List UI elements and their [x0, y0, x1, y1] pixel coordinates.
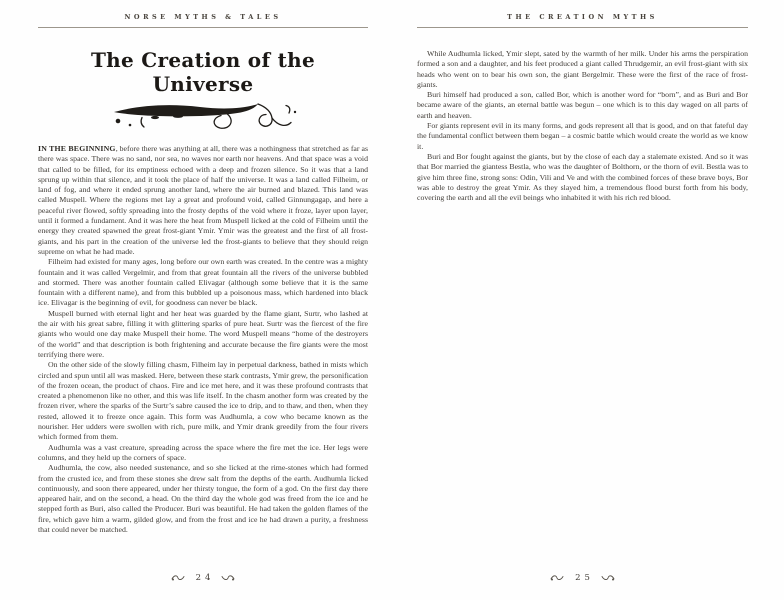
paragraph: Audhumla was a vast creature, spreading across the space where the fire met the ice. Her legs were columns, and they held up the corners of space.: [38, 442, 368, 462]
lead-in: IN THE BEGINNING: [38, 144, 116, 153]
folio-left: [38, 573, 368, 583]
ink-flourish-ornament-icon: [38, 100, 368, 136]
body-text-left: [38, 144, 368, 535]
paragraph: On the other side of the slowly filling chasm, Filheim lay in perpetual darkness, bathed in mists which circled and spun until all was masked. Here, between these stark contrasts, Ymir grew, the personification of the frozen ocean, the product of chaos. Fire and ice met here, and it was these profound contrasts that created a phenomenon like no other, and this was life itself. In the chasm another form was created by the frozen river, where the sparks of the Surtr’s sabre caused the ice to drip, and to thaw, and then, when they rested, allowed it to freeze once again. This form was Audhumla, a cow who became known as the nourisher. Her udders were swollen with rich, pure milk, and Ymir drank greedily from the four rivers which formed from them.: [38, 360, 368, 442]
paragraph: Buri and Bor fought against the giants, but by the close of each day a stalemate existed. And so it was that Bor married the giantess Bestla, who was the daughter of Bolthorn, or the thorn of evil. Bestla was to give him three fine, strong sons: Odin, Vili and Ve and with the combined forces of these brave boys, Bor was able to destroy the great Ymir. As they slayed him, a tremendous flood burst forth from his body, covering the earth and all the evil beings who inhabited it with his rich red blood.: [417, 151, 748, 203]
leaf-scroll-icon: [550, 574, 564, 582]
page-number: 24: [195, 573, 215, 583]
page-right: [417, 0, 748, 600]
paragraph: Muspell burned with eternal light and her heat was guarded by the flame giant, Surtr, who lashed at the air with his great sabre, filling it with glittering sparks of pure heat. Surtr was the fiercest of the fire giants who would one day make Muspell their home. The word Muspell means “home of the destroyers of the world” and that description is both frightening and accurate because the fire giants were the most terrifying there were.: [38, 308, 368, 359]
running-head-right: THE CREATION MYTHS: [417, 0, 748, 28]
paragraph: Audhumla, the cow, also needed sustenance, and so she licked at the rime-stones which had formed from the crusted ice, and from these stones she drew salt from the depths of the earth. Audhumla licked continuously, and soon there appeared, under her thirsty tongue, the form of a god. On the first day there appeared hair, and on the second, a head. On the third day the whole god was freed from the ice and he stepped forth as Buri, also called the Producer. Buri was beautiful. He had taken the golden flames of the fire, which gave him a warm, gilded glow, and from the frost and ice he had drawn a purity, a freshness that could never be matched.: [38, 463, 368, 534]
paragraph: Buri himself had produced a son, called Bor, which is another word for “born”, and as Buri and Bor became aware of the giants, an eternal battle was begun – one which is to this day waged on all parts of earth and heaven.: [417, 90, 748, 120]
leaf-scroll-icon: [171, 574, 185, 582]
folio-right: [417, 573, 748, 583]
body-text-right: [417, 49, 748, 203]
running-head-left: NORSE MYTHS & TALES: [38, 0, 368, 28]
paragraph: For giants represent evil in its many forms, and gods represent all that is good, and on that fateful day the fundamental conflict between them began – a cosmic battle which would create the world as we know it.: [417, 121, 748, 151]
paragraph: While Audhumla licked, Ymir slept, sated by the warmth of her milk. Under his arms the perspiration formed a son and a daughter, and his feet produced a giant called Thrudgemir, an evil frost-giant with six heads who went on to bear his own son, the giant Bergelmir. These were the first of the race of frost-giants.: [417, 49, 748, 89]
paragraph: IN THE BEGINNING, before there was anything at all, there was a nothingness that stretched as far as there was space. There was no sand, nor sea, no waves nor earth nor heavens. And that space was a void that called to be filled, for its emptiness echoed with a deep and frozen silence. So it was that a land sprung up within that silence, and it took the place of half the universe. It was a land called Filheim, or land of fog, and where it ended sprung another land, where the air burned and blazed. This land was called Muspell. Where the regions met lay a great and profound void, called Ginnungagap, and here a peaceful river flowed, softly spreading into the frosty depths of the void where it froze, layer upon layer, until it formed a fundament. And it was here the heat from Muspell licked at the cold of Filheim until the energy they created spawned the great frost-giant Ymir. Ymir was the greatest and the first of all frost-giants, and his part in the creation of the universe led the frost-giants to believe that they should reign supreme on what he had made.: [38, 144, 368, 256]
page-number: 25: [575, 573, 594, 583]
chapter-title: The Creation of the Universe: [90, 48, 316, 96]
paragraph: Filheim had existed for many ages, long before our own earth was created. In the centre was a mighty fountain and it was called Vergelmir, and from that great fountain all the rivers of the universe bubbled and stormed. There was another fountain called Elivagar (although some believe that it is the same fountain with a different name), and from this bubbled up a poisonous mass, which hardened into black ice. Elivagar is the beginning of evil, for goodness can never be black.: [38, 257, 368, 308]
leaf-scroll-icon: [221, 574, 235, 582]
page-left: [38, 0, 368, 600]
leaf-scroll-icon: [601, 574, 615, 582]
